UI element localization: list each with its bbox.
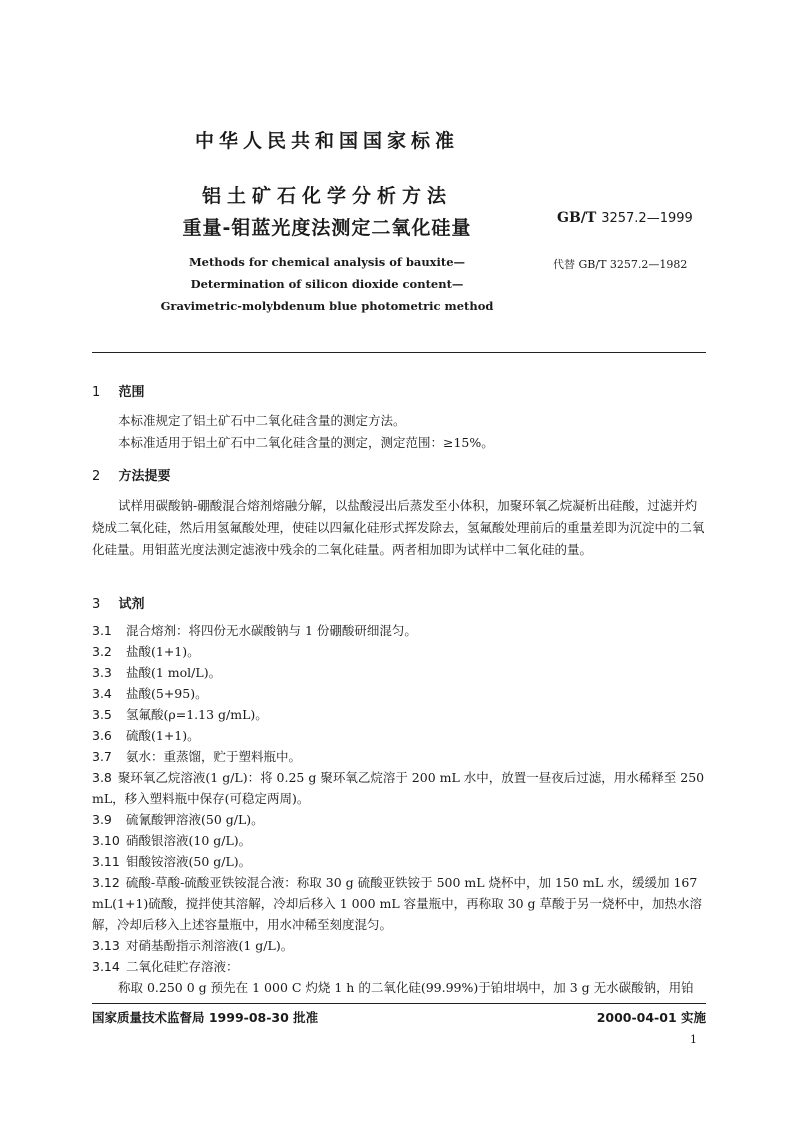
section-number: 3 (92, 597, 101, 612)
page-number: 1 (690, 1033, 697, 1046)
reagent-item: 3.11 钼酸铵溶液(50 g/L)。 (92, 854, 252, 869)
header-divider (92, 352, 706, 353)
silica-stock-paragraph: 称取 0.250 0 g 预先在 1 000 C 灼烧 1 h 的二氧化硅(99.99%)于铂坩埚中，加 3 g 无水碳酸钠，用铂 (118, 980, 694, 995)
section-3-heading (92, 593, 145, 612)
reagent-item: 3.8 聚环氧乙烷溶液(1 g/L)：将 0.25 g 聚环氧乙烷溶于 200 mL 水中，放置一昼夜后过滤，用水稀释至 250 mL，移入塑料瓶中保存(可稳定两周)。 (92, 770, 705, 806)
reagent-item: 3.12 硫酸-草酸-硫酸亚铁铵混合液：称取 30 g 硫酸亚铁铵于 500 mL 烧杯中，加 150 mL 水，缓缓加 167 mL(1+1)硫酸，搅拌使其溶解，冷却后移入 1 000 mL 容量瓶中，再称取 30 g 草酸于另一烧杯中，加热水溶解，冷却后移入上述容量瓶中，用水冲稀至刻度混匀。 (92, 875, 702, 932)
reagent-item: 3.3 盐酸(1 mol/L)。 (92, 665, 222, 680)
standard-code: 3257.2—1999 (601, 211, 693, 226)
approval-note: 国家质量技术监督局 1999-08-30 批准 (92, 1010, 319, 1025)
reagent-item: 3.6 硫酸(1+1)。 (92, 728, 200, 743)
section-number: 2 (92, 469, 101, 484)
reagent-item: 3.13 对硝基酚指示剂溶液(1 g/L)。 (92, 938, 294, 953)
footer-divider (92, 1003, 706, 1004)
title-line-1: 铝土矿石化学分析方法 (201, 185, 452, 207)
section-title: 试剂 (118, 597, 145, 612)
reagent-item: 3.14 二氧化硅贮存溶液： (92, 959, 239, 974)
section-title: 方法提要 (118, 469, 171, 484)
national-standard-heading: 中华人民共和国国家标准 (194, 130, 459, 152)
section-number: 1 (92, 385, 101, 400)
title-line-2: 重量-钼蓝光度法测定二氧化硅量 (182, 217, 472, 239)
section-2-heading (92, 465, 171, 484)
effective-date: 2000-04-01 实施 (596, 1010, 706, 1025)
replaces-note: 代替 GB/T 3257.2—1982 (553, 258, 688, 271)
section-title: 范围 (118, 385, 145, 400)
section-1-heading (92, 381, 145, 400)
reagent-item: 3.10 硝酸银溶液(10 g/L)。 (92, 833, 252, 848)
scope-paragraph-1: 本标准规定了铝土矿石中二氧化硅含量的测定方法。 (118, 413, 406, 428)
reagent-item: 3.1 混合熔剂：将四份无水碳酸钠与 1 份硼酸研细混匀。 (92, 623, 417, 638)
english-title-line-1: Methods for chemical analysis of bauxite— (188, 255, 466, 269)
reagent-item: 3.9 硫氰酸钾溶液(50 g/L)。 (92, 812, 264, 827)
reagent-item: 3.5 氢氟酸(ρ=1.13 g/mL)。 (92, 707, 268, 722)
reagent-item: 3.2 盐酸(1+1)。 (92, 644, 200, 659)
method-summary-paragraph: 试样用碳酸钠-硼酸混合熔剂熔融分解，以盐酸浸出后蒸发至小体积，加聚环氧乙烷凝析出硅酸，过滤并灼烧成二氧化硅，然后用氢氟酸处理，使硅以四氟化硅形式挥发除去，氢氟酸处理前后的重量差即为沉淀中的二氧化硅量。用钼蓝光度法测定滤液中残余的二氧化硅量。两者相加即为试样中二氧化硅的量。 (92, 498, 705, 557)
reagent-item: 3.4 盐酸(5+95)。 (92, 686, 208, 701)
standard-prefix: GB/T (557, 210, 597, 226)
standard-number (557, 210, 693, 226)
english-title-line-3: Gravimetric-molybdenum blue photometric method (160, 299, 494, 313)
reagent-item: 3.7 氨水：重蒸馏，贮于塑料瓶中。 (92, 749, 302, 764)
scope-paragraph-2: 本标准适用于铝土矿石中二氧化硅含量的测定，测定范围：≥15%。 (118, 435, 494, 450)
english-title-line-2: Determination of silicon dioxide content— (190, 277, 464, 291)
